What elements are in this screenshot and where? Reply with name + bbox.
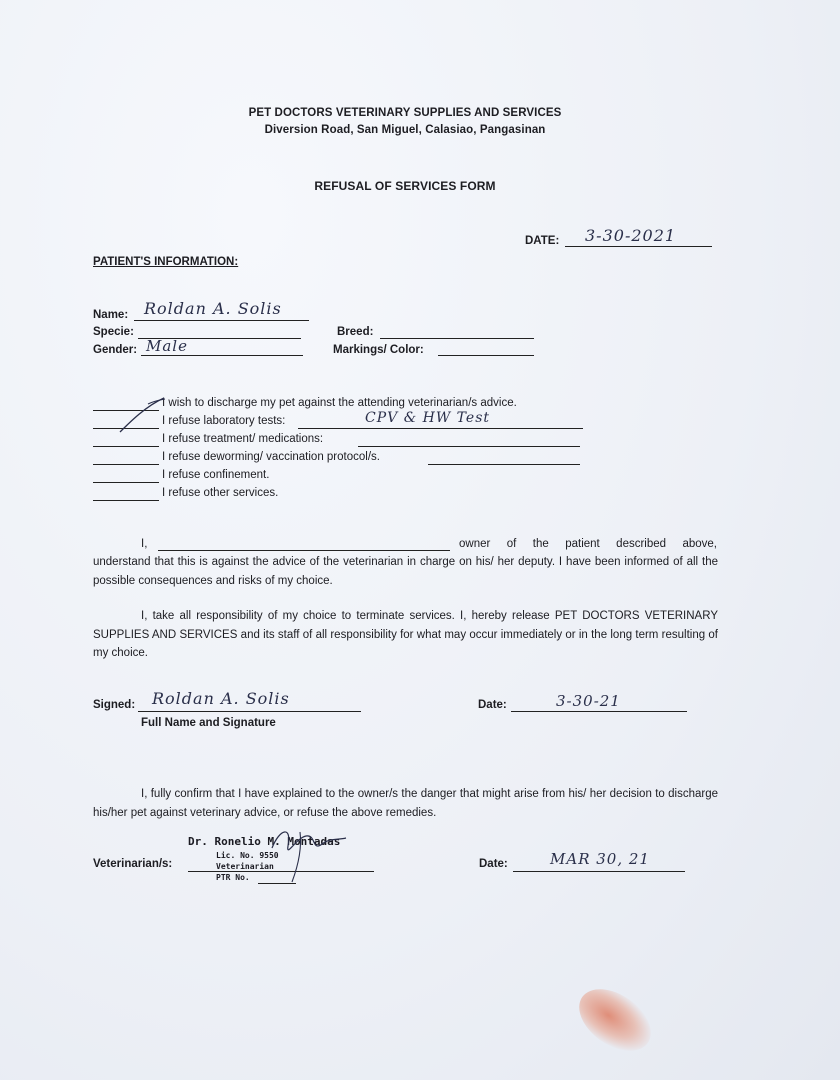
form-title: REFUSAL OF SERVICES FORM [314, 179, 496, 193]
signature-line [138, 711, 361, 712]
check-item-1: I wish to discharge my pet against the attending veterinarian/s advice. [162, 397, 517, 409]
statement-i: I, [141, 538, 148, 550]
owner-signature: Roldan A. Solis [152, 689, 290, 708]
date-label: DATE: [525, 235, 560, 247]
clinic-name: PET DOCTORS VETERINARY SUPPLIES AND SERVICES [248, 107, 562, 119]
check-item-3: I refuse treatment/ medications: [162, 433, 324, 445]
signed-label: Signed: [93, 699, 136, 711]
check-item-5: I refuse confinement. [162, 469, 270, 481]
owner-date-line [511, 711, 687, 712]
breed-line [380, 338, 534, 339]
check-item-2: I refuse laboratory tests: [162, 415, 286, 427]
stamp-title: Veterinarian [216, 862, 274, 871]
date-line [565, 246, 712, 247]
breed-label: Breed: [337, 326, 374, 338]
confirmation-paragraph: I, fully confirm that I have explained to the owner/s the danger that might arise from his/ her decision to discharge his/her pet against veterinary advice, or refuse the above remedies. [93, 788, 718, 819]
markings-label: Markings/ Color: [333, 344, 424, 356]
veterinarian-date-line [513, 871, 685, 872]
veterinarian-label: Veterinarian/s: [93, 858, 173, 870]
stamp-name: Dr. Ronelio M. Montadas [188, 835, 341, 848]
markings-line [438, 355, 534, 356]
check-mark-icon [108, 392, 168, 437]
name-label: Name: [93, 309, 129, 321]
stamp-license: Lic. No. 9550 [216, 851, 279, 860]
patient-section-title: PATIENT'S INFORMATION: [93, 256, 239, 268]
check-line-6 [93, 500, 159, 501]
statement-paragraph-2: I, take all responsibility of my choice to terminate services. I, hereby release PET DOCTORS VETERINARY SUPPLIES AND SERVICES and its staff of all responsibility for what may occur immediately or in the long term resulting of my choice. [93, 610, 718, 659]
name-line [134, 320, 309, 321]
owner-date-value: 3-30-21 [556, 692, 621, 710]
stamp-ptr: PTR No. [216, 873, 250, 882]
veterinarian-date-label: Date: [479, 858, 508, 870]
clinic-address: Diversion Road, San Miguel, Calasiao, Pangasinan [264, 124, 546, 136]
gender-line [141, 355, 303, 356]
check-item-6: I refuse other services. [162, 487, 279, 499]
gender-value: Male [146, 337, 188, 355]
lab-tests-line [298, 428, 583, 429]
check-line-5 [93, 482, 159, 483]
statement-owner-text: owner of the patient described above, [459, 538, 717, 550]
specie-label: Specie: [93, 326, 134, 338]
check-item-4: I refuse deworming/ vaccination protocol/s. [162, 451, 380, 463]
treatment-line [358, 446, 580, 447]
check-line-3 [93, 446, 159, 447]
date-value: 3-30-2021 [585, 226, 677, 245]
statement-paragraph-1: understand that this is against the advice of the veterinarian in charge on his/ her deputy. I have been informed of all the possible consequences and risks of my choice. [93, 556, 718, 587]
check-line-4 [93, 464, 159, 465]
deworming-line [428, 464, 580, 465]
owner-date-label: Date: [478, 699, 507, 711]
name-value: Roldan A. Solis [144, 299, 282, 318]
signature-caption: Full Name and Signature [141, 717, 276, 729]
owner-name-line [158, 550, 450, 551]
veterinarian-date-value: MAR 30, 21 [550, 850, 650, 868]
veterinarian-signature-icon [262, 818, 352, 888]
stain-mark [568, 977, 662, 1064]
gender-label: Gender: [93, 344, 138, 356]
lab-tests-note: CPV & HW Test [365, 410, 490, 426]
